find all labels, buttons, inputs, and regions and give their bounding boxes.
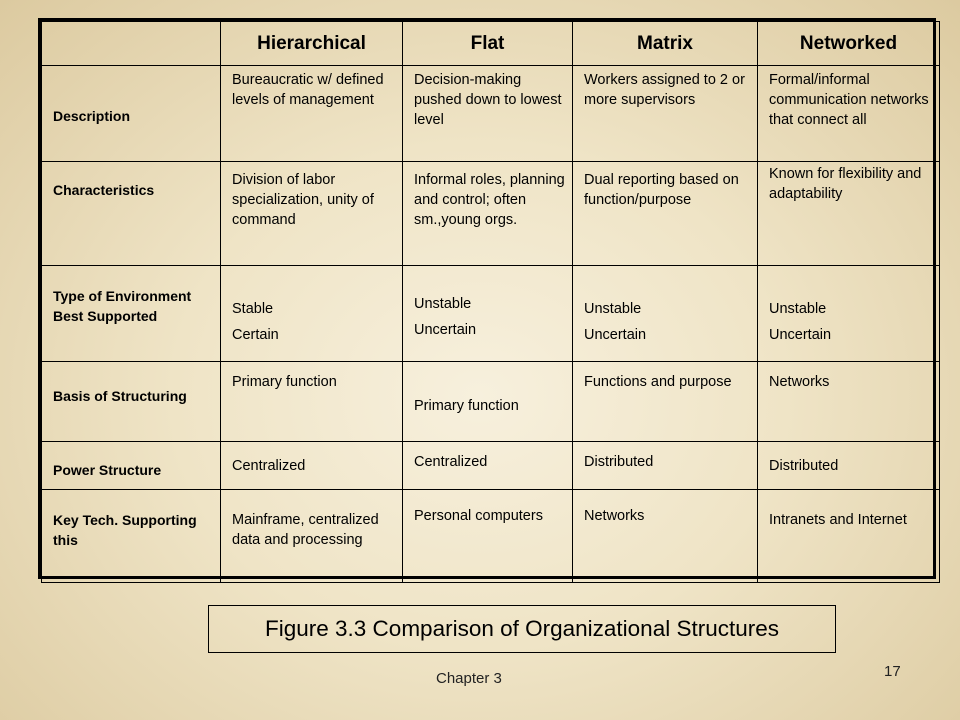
environment-stability: Unstable <box>414 296 472 312</box>
table-row-basis <box>42 362 940 442</box>
cell-basis-networked: Networks <box>758 362 940 442</box>
column-header-hierarchical: Hierarchical <box>221 22 403 66</box>
cell-key-tech-hierarchical: Mainframe, centralized data and processing <box>221 490 403 583</box>
environment-stability: Unstable <box>769 301 827 317</box>
cell-environment-networked <box>758 266 940 362</box>
cell-environment-hierarchical <box>221 266 403 362</box>
figure-caption: Figure 3.3 Comparison of Organizational Structures <box>208 605 836 653</box>
environment-stability: Stable <box>232 301 274 317</box>
cell-basis-flat: Primary function <box>403 362 573 442</box>
table-row-characteristics <box>42 162 940 266</box>
row-header-description: Description <box>42 66 221 162</box>
cell-environment-flat <box>403 266 573 362</box>
cell-power-hierarchical: Centralized <box>221 442 403 490</box>
row-header-basis: Basis of Structuring <box>42 362 221 442</box>
table-row-environment <box>42 266 940 362</box>
environment-stability: Unstable <box>584 301 642 317</box>
cell-description-networked: Formal/informal communication networks that connect all <box>758 66 940 162</box>
environment-certainty: Uncertain <box>414 322 477 338</box>
cell-characteristics-flat: Informal roles, planning and control; often sm.,young orgs. <box>403 162 573 266</box>
column-header-corner <box>42 22 221 66</box>
cell-key-tech-matrix: Networks <box>573 490 758 583</box>
column-header-networked: Networked <box>758 22 940 66</box>
column-header-flat: Flat <box>403 22 573 66</box>
cell-description-matrix: Workers assigned to 2 or more supervisors <box>573 66 758 162</box>
environment-certainty: Uncertain <box>769 327 832 343</box>
page-number: 17 <box>884 663 901 680</box>
cell-characteristics-matrix: Dual reporting based on function/purpose <box>573 162 758 266</box>
table-header-row <box>42 22 940 66</box>
row-header-characteristics: Characteristics <box>42 162 221 266</box>
cell-power-matrix: Distributed <box>573 442 758 490</box>
comparison-table <box>41 21 940 583</box>
cell-basis-hierarchical: Primary function <box>221 362 403 442</box>
row-header-environment: Type of Environment Best Supported <box>42 266 221 362</box>
cell-basis-matrix: Functions and purpose <box>573 362 758 442</box>
environment-certainty: Uncertain <box>584 327 647 343</box>
cell-key-tech-flat: Personal computers <box>403 490 573 583</box>
table-row-power <box>42 442 940 490</box>
cell-power-networked: Distributed <box>758 442 940 490</box>
cell-description-hierarchical: Bureaucratic w/ defined levels of management <box>221 66 403 162</box>
cell-power-flat: Centralized <box>403 442 573 490</box>
table-row-key-tech <box>42 490 940 583</box>
comparison-table-frame <box>38 18 936 579</box>
footer-chapter: Chapter 3 <box>436 670 502 687</box>
environment-certainty: Certain <box>232 327 279 343</box>
cell-characteristics-hierarchical: Division of labor specialization, unity of command <box>221 162 403 266</box>
table-row-description <box>42 66 940 162</box>
cell-environment-matrix <box>573 266 758 362</box>
cell-key-tech-networked: Intranets and Internet <box>758 490 940 583</box>
cell-description-flat: Decision-making pushed down to lowest level <box>403 66 573 162</box>
column-header-matrix: Matrix <box>573 22 758 66</box>
cell-characteristics-networked: Known for flexibility and adaptability <box>758 162 940 266</box>
row-header-key-tech: Key Tech. Supporting this <box>42 490 221 583</box>
row-header-power: Power Structure <box>42 442 221 490</box>
